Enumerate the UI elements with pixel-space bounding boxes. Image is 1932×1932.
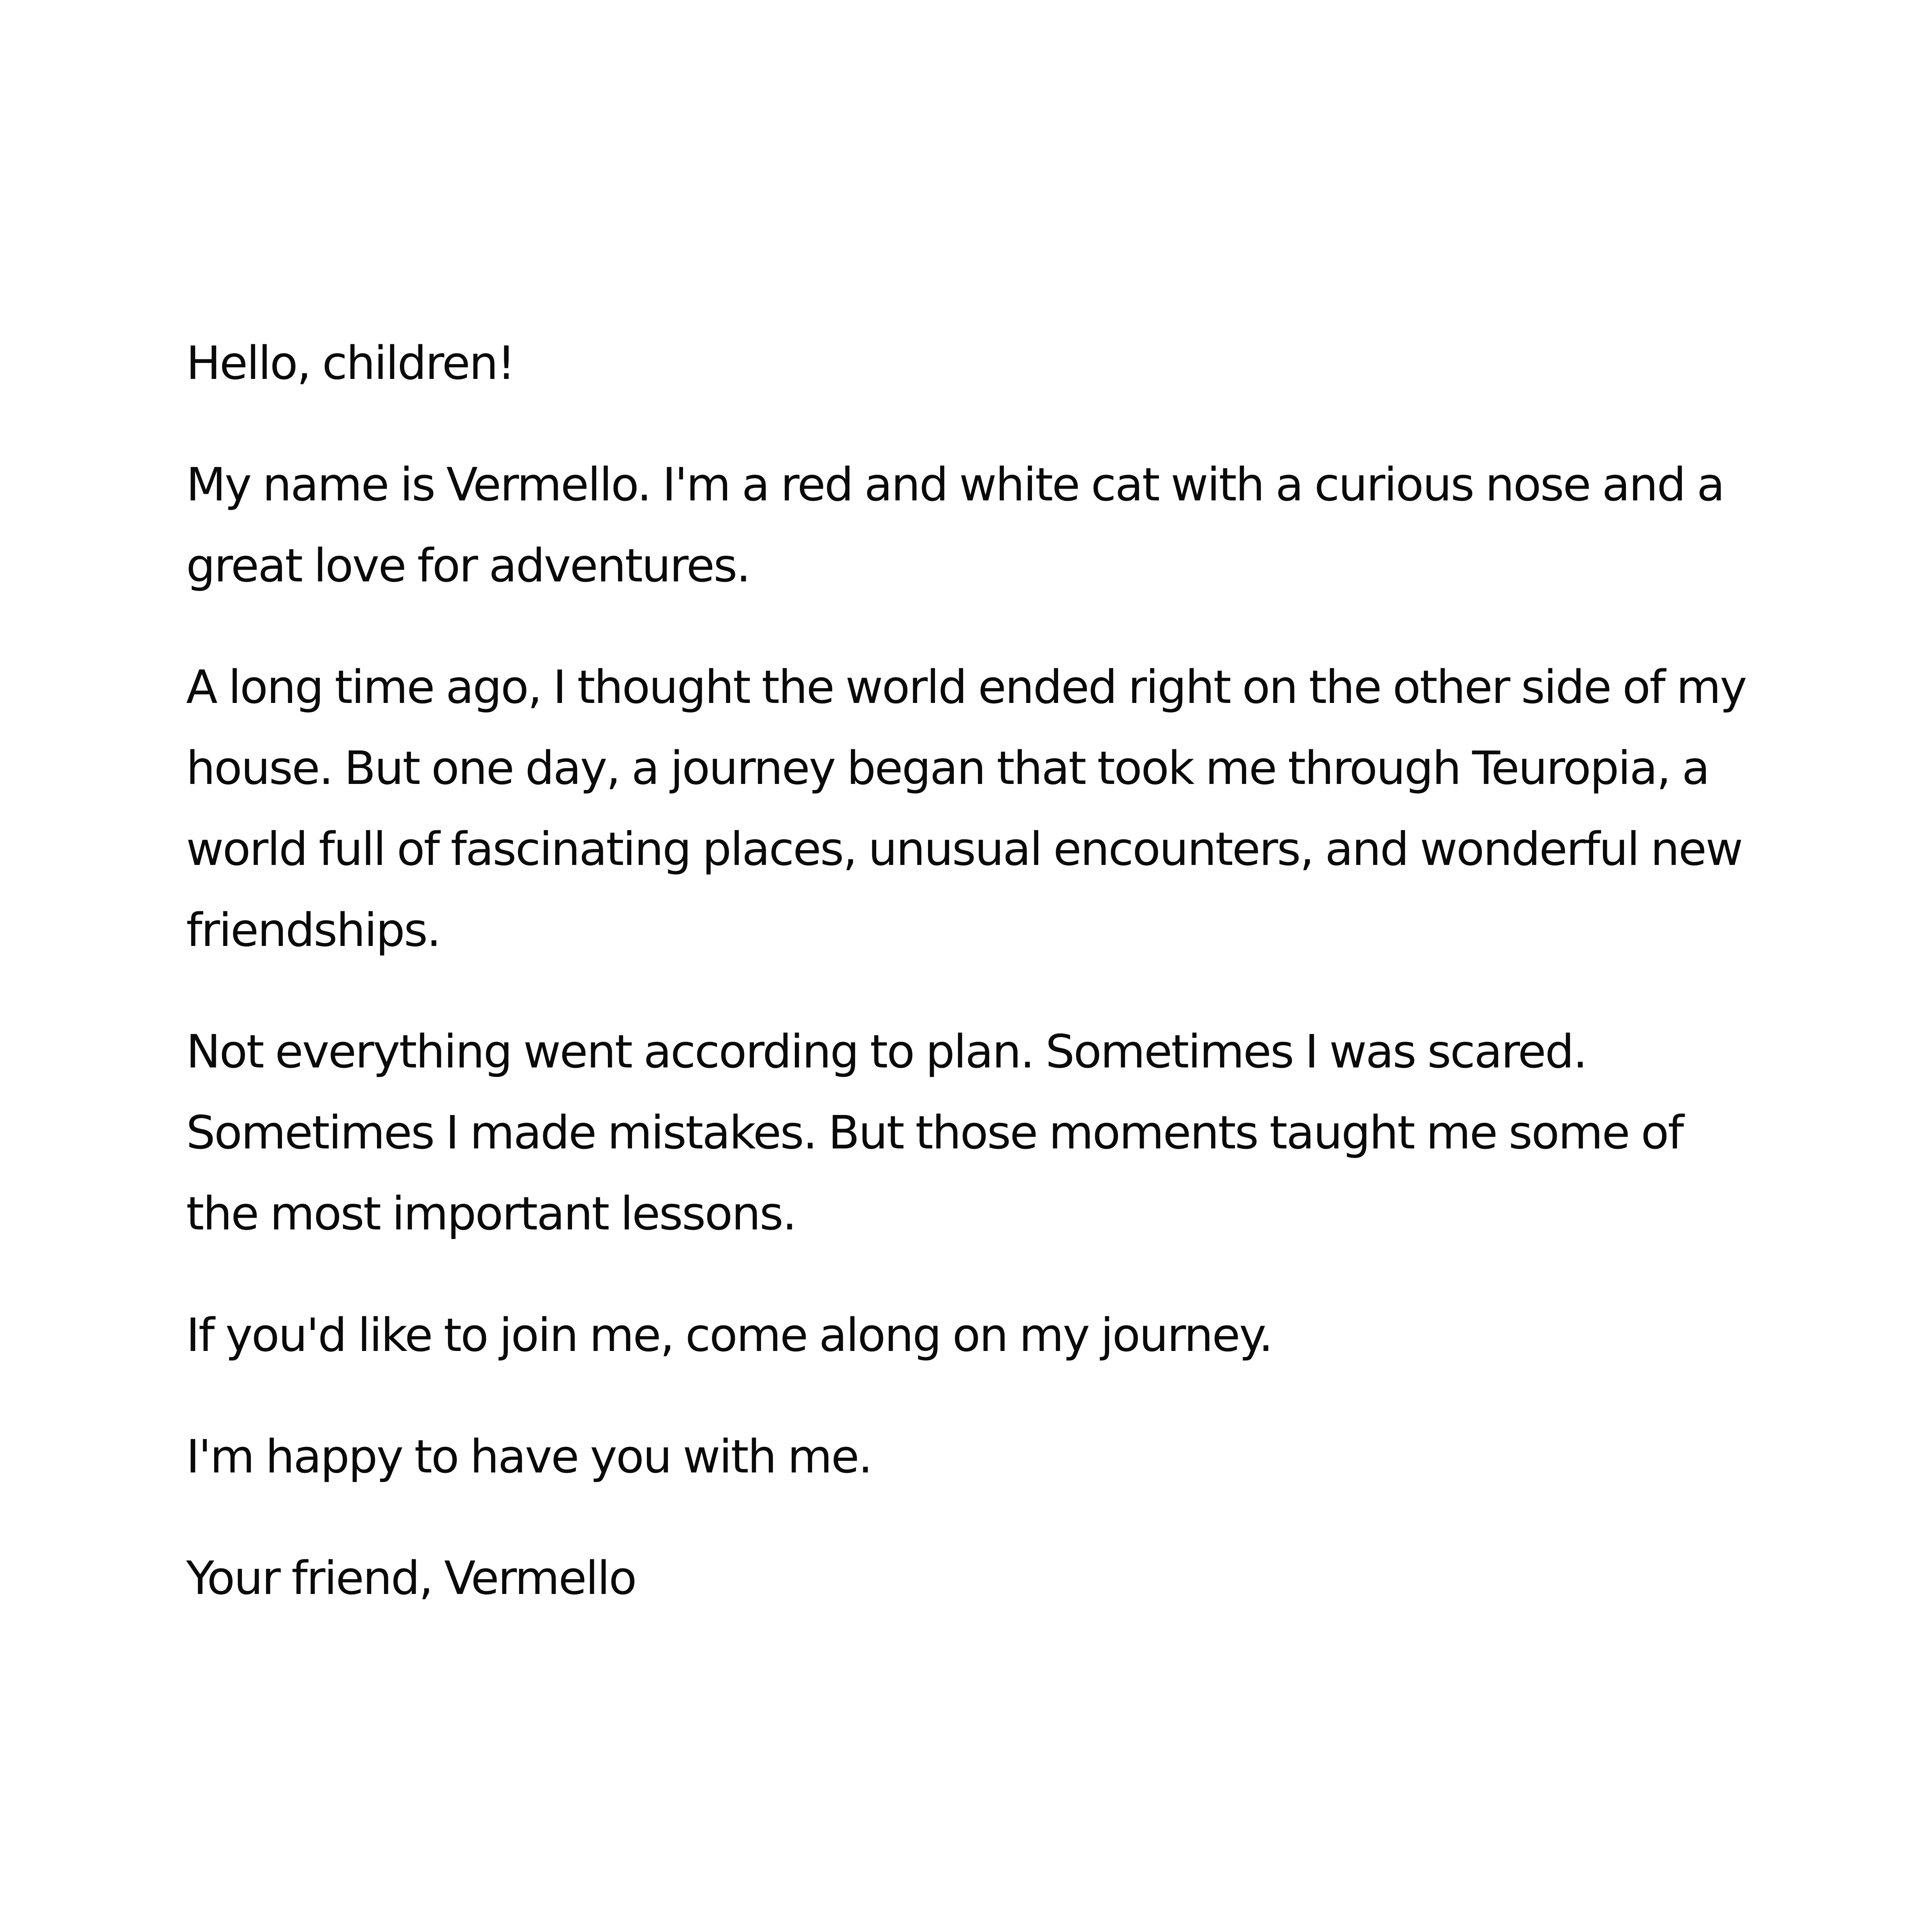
letter-body: [186, 322, 1759, 1619]
paragraph-happy: I'm happy to have you with me.: [186, 1430, 872, 1483]
greeting: Hello, children!: [186, 336, 514, 390]
paragraph-introduction: My name is Vermello. I'm a red and white cat with a curious nose and a great love for adventures.: [186, 458, 1724, 592]
closing-signature: Your friend, Vermello: [186, 1551, 636, 1605]
paragraph-journey: A long time ago, I thought the world ended right on the other side of my house. But one day, a journey began that took me through Teuropia, a world full of fascinating places, unusual encounters, and wonderful new friendships.: [186, 660, 1746, 957]
paragraph-lessons: Not everything went according to plan. Sometimes I was scared. Sometimes I made mistakes. But those moments taught me some of the most important lessons.: [186, 1025, 1683, 1240]
paragraph-invitation: If you'd like to join me, come along on my journey.: [186, 1308, 1272, 1362]
